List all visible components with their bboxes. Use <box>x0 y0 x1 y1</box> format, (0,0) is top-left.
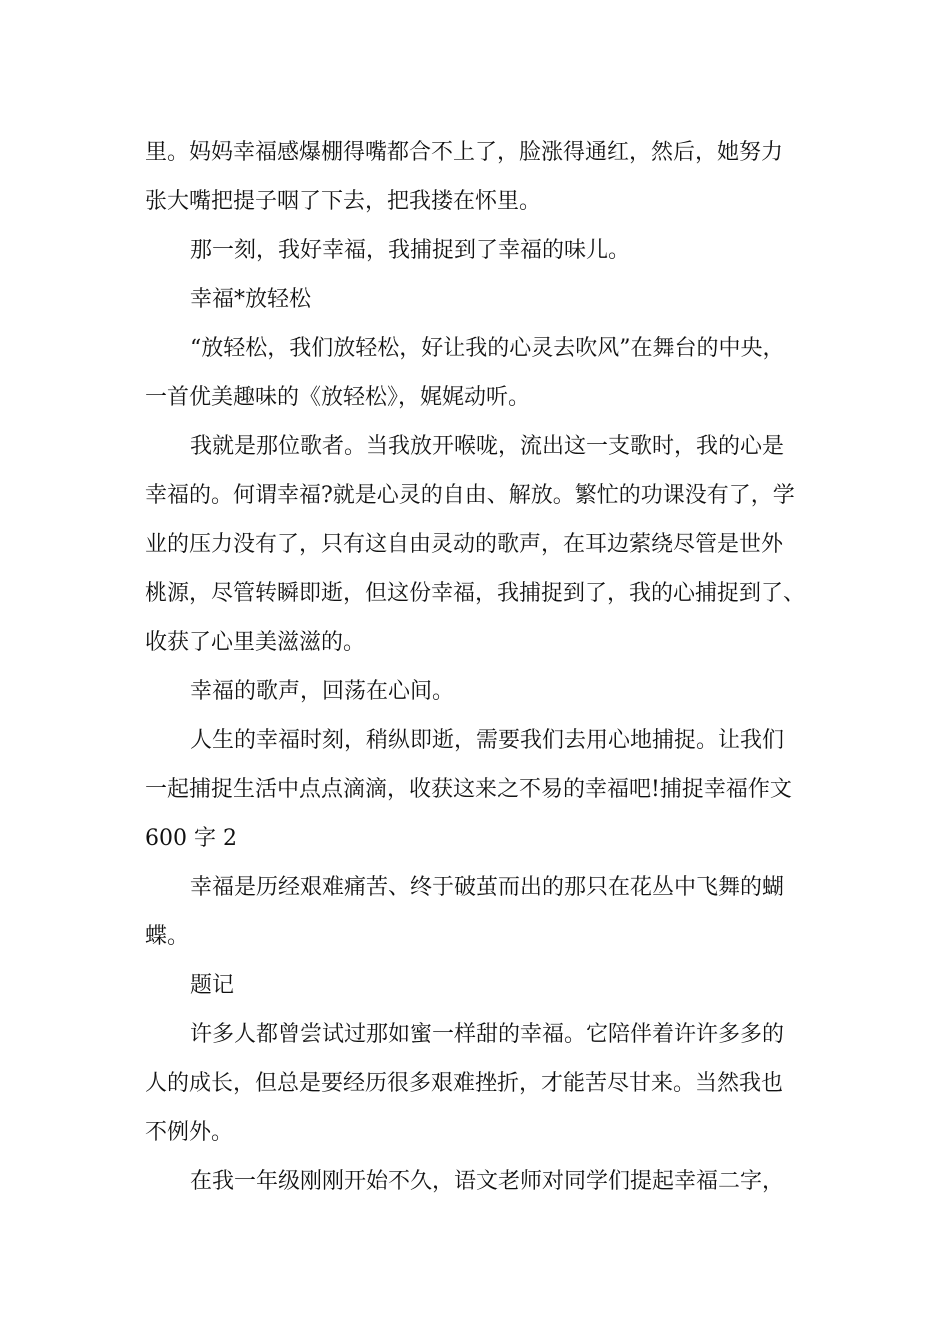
text-line: 幸福的。何谓幸福?就是心灵的自由、解放。繁忙的功课没有了，学 <box>145 483 795 508</box>
text-line: 那一刻，我好幸福，我捕捉到了幸福的味儿。 <box>190 238 631 263</box>
text-line: 里。妈妈幸福感爆棚得嘴都合不上了，脸涨得通红，然后，她努力 <box>145 140 784 165</box>
text-line: 业的压力没有了，只有这自由灵动的歌声，在耳边萦绕尽管是世外 <box>145 532 784 557</box>
text-line: 蝶。 <box>145 924 190 949</box>
text-line: 一首优美趣味的《放轻松》，娓娓动听。 <box>145 385 531 410</box>
text-line: 一起捕捉生活中点点滴滴，收获这来之不易的幸福吧!捕捉幸福作文 <box>145 777 792 802</box>
text-line: 桃源，尽管转瞬即逝，但这份幸福，我捕捉到了，我的心捕捉到了、 <box>145 581 806 606</box>
text-line: 幸福*放轻松 <box>190 287 312 312</box>
text-line: 不例外。 <box>145 1120 234 1145</box>
text-line: 许多人都曾尝试过那如蜜一样甜的幸福。它陪伴着许许多多的 <box>190 1022 785 1047</box>
text-line: 在我一年级刚刚开始不久，语文老师对同学们提起幸福二字， <box>190 1169 785 1194</box>
document-body <box>145 128 810 1206</box>
text-line: 人的成长，但总是要经历很多艰难挫折，才能苦尽甘来。当然我也 <box>145 1071 784 1096</box>
text-line: 我就是那位歌者。当我放开喉咙，流出这一支歌时，我的心是 <box>190 434 785 459</box>
text-line: 幸福是历经艰难痛苦、终于破茧而出的那只在花丛中飞舞的蝴 <box>190 875 785 900</box>
text-line: “放轻松，我们放轻松，好让我的心灵去吹风”在舞台的中央， <box>190 336 785 361</box>
text-line: 张大嘴把提子咽了下去，把我搂在怀里。 <box>145 189 542 214</box>
text-line: 600 字 2 <box>145 826 237 851</box>
text-line: 幸福的歌声，回荡在心间。 <box>190 679 455 704</box>
text-line: 人生的幸福时刻，稍纵即逝，需要我们去用心地捕捉。让我们 <box>190 728 785 753</box>
text-line: 题记 <box>190 973 235 998</box>
text-line: 收获了心里美滋滋的。 <box>145 630 366 655</box>
